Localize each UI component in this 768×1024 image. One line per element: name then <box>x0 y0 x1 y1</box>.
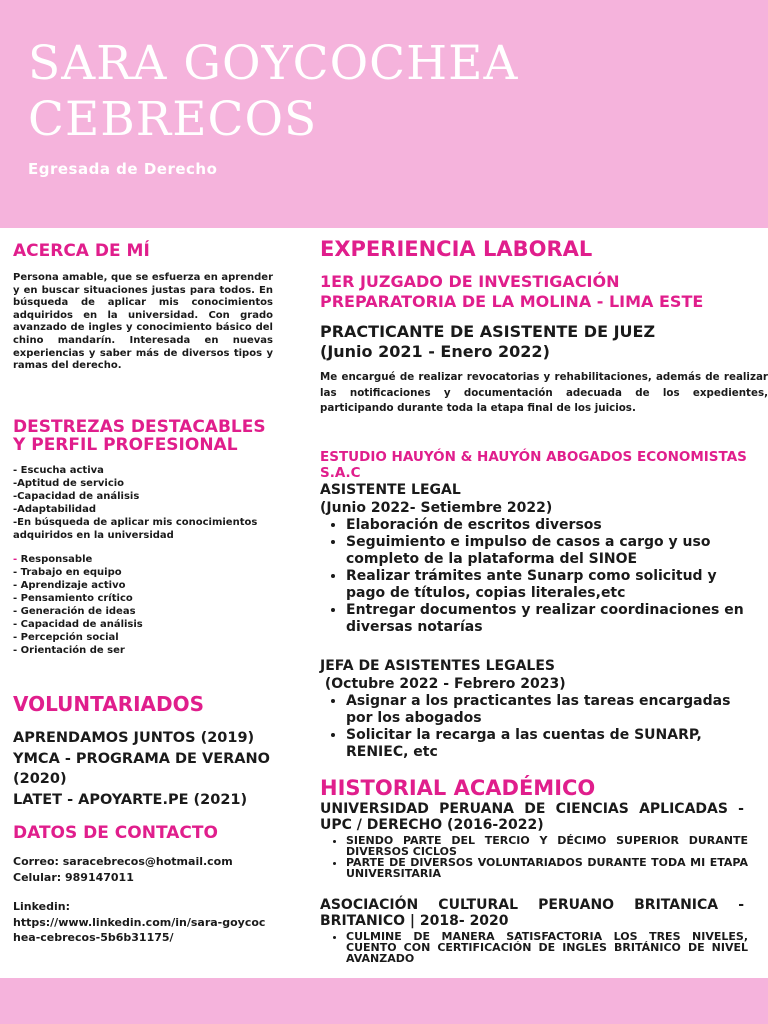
school2-name: ASOCIACIÓN CULTURAL PERUANO BRITANICA - BRITANICO | 2018- 2020 <box>320 897 744 929</box>
education-title: HISTORIAL ACADÉMICO <box>320 776 596 800</box>
skills-title-line-1: DESTREZAS DESTACABLES <box>13 417 266 437</box>
experience-section <box>320 236 768 417</box>
job3-period: (Octubre 2022 - Febrero 2023) <box>320 676 566 692</box>
contact-details <box>13 854 273 946</box>
contact-title: DATOS DE CONTACTO <box>13 823 218 843</box>
skill-item: -Capacidad de análisis <box>13 491 140 502</box>
job2-bullets <box>320 517 760 636</box>
about-section <box>13 240 273 373</box>
skill-item: - Escucha activa <box>13 465 104 476</box>
skill-item: - Orientación de ser <box>13 645 125 656</box>
footer-banner <box>0 978 768 1024</box>
skill-dash: - <box>13 554 18 565</box>
job2-role: ASISTENTE LEGAL <box>320 482 461 498</box>
email-text[interactable]: Correo: saracebrecos@hotmail.com <box>13 855 233 868</box>
job3-bullets <box>320 693 760 761</box>
contact-section <box>13 822 273 946</box>
skills-title <box>13 418 273 454</box>
job2-bullet: • Realizar trámites ante Sunarp como solicitud y pago de títulos, copias literales,etc <box>346 568 760 602</box>
skill-item: -Aptitud de servicio <box>13 478 125 489</box>
job3-bullet: • Asignar a los practicantes las tareas encargadas por los abogados <box>346 693 760 727</box>
volunteering-item: APRENDAMOS JUNTOS (2019) <box>13 730 255 746</box>
job1-company: 1ER JUZGADO DE INVESTIGACIÓN PREPARATORIA DE LA MOLINA - LIMA ESTE <box>320 272 704 311</box>
skill-item <box>13 553 273 566</box>
school1-bullets <box>320 835 748 879</box>
skill-text: Responsable <box>17 554 93 565</box>
skill-item: - Generación de ideas <box>13 606 136 617</box>
school2-bullet: • CULMINE DE MANERA SATISFACTORIA LOS TRES NIVELES, CUENTO CON CERTIFICACIÓN DE INGLES BRITÁNICO DE NIVEL AVANZADO <box>346 931 748 964</box>
job2-bullet: • Seguimiento e impulso de casos a cargo y uso completo de la plataforma del SINOE <box>346 534 760 568</box>
about-text: Persona amable, que se esfuerza en aprender y en buscar situaciones justas para todos. En búsqueda de aplicar mis conocimientos adquiridos en la universidad. Con grado avanzado de ingles y conocimiento básico del chino mandarín. Interesada en nuevas experiencias y saber más de diversos tipos y ramas del derecho. <box>13 272 273 372</box>
candidate-title: Egresada de Derecho <box>28 160 218 178</box>
skill-item: -En búsqueda de aplicar mis conocimientos adquiridos en la universidad <box>13 517 258 541</box>
skill-item: - Percepción social <box>13 632 119 643</box>
school1-bullet: • SIENDO PARTE DEL TERCIO Y DÉCIMO SUPERIOR DURANTE DIVERSOS CICLOS <box>346 835 748 857</box>
job1-role: PRACTICANTE DE ASISTENTE DE JUEZ <box>320 322 656 341</box>
job3-section <box>320 657 760 761</box>
volunteering-item: YMCA - PROGRAMA DE VERANO (2020) <box>13 750 270 787</box>
name-line-1: SARA GOYCOCHEA <box>28 36 519 91</box>
skill-item: - Pensamiento crítico <box>13 593 133 604</box>
skills-title-line-2: Y PERFIL PROFESIONAL <box>13 435 238 455</box>
header-banner <box>0 0 768 228</box>
school1-name: UNIVERSIDAD PERUANA DE CIENCIAS APLICADAS - UPC / DERECHO (2016-2022) <box>320 801 744 833</box>
experience-title: EXPERIENCIA LABORAL <box>320 237 593 261</box>
linkedin-label: Linkedin: <box>13 900 70 913</box>
education-section <box>320 775 760 879</box>
skill-item: - Aprendizaje activo <box>13 580 126 591</box>
skills-group-2 <box>13 553 273 657</box>
job3-role: JEFA DE ASISTENTES LEGALES <box>320 658 555 674</box>
job2-period: (Junio 2022- Setiembre 2022) <box>320 500 553 516</box>
job2-company: ESTUDIO HAUYÓN & HAUYÓN ABOGADOS ECONOMISTAS S.A.C <box>320 449 747 481</box>
skill-item: -Adaptabilidad <box>13 504 96 515</box>
job2-section <box>320 449 760 636</box>
skill-item: - Capacidad de análisis <box>13 619 143 630</box>
linkedin-link[interactable]: https://www.linkedin.com/in/sara-goycochea-cebrecos-5b6b31175/ <box>13 915 266 944</box>
school2-section <box>320 897 760 964</box>
school2-bullets <box>320 931 748 964</box>
volunteering-list <box>13 728 293 810</box>
phone-text: Celular: 989147011 <box>13 870 134 884</box>
about-title: ACERCA DE MÍ <box>13 241 150 261</box>
job1-period: (Junio 2021 - Enero 2022) <box>320 342 550 361</box>
job2-bullet: • Entregar documentos y realizar coordinaciones en diversas notarías <box>346 602 760 636</box>
volunteering-item: LATET - APOYARTE.PE (2021) <box>13 791 248 808</box>
job1-description: Me encargué de realizar revocatorias y rehabilitaciones, además de realizar las notificaciones y documentación adecuada de los expedientes, participando durante toda la etapa final de los juicios. <box>320 371 768 414</box>
job2-bullet: • Elaboración de escritos diversos <box>346 517 760 534</box>
job3-bullet: • Solicitar la recarga a las cuentas de SUNARP, RENIEC, etc <box>346 727 760 761</box>
skills-group-1 <box>13 464 273 542</box>
skill-item: - Trabajo en equipo <box>13 567 122 578</box>
volunteering-section <box>13 692 293 810</box>
candidate-name <box>28 36 518 148</box>
volunteering-title: VOLUNTARIADOS <box>13 692 205 716</box>
skills-section <box>13 418 273 657</box>
name-line-2: CEBRECOS <box>28 92 318 147</box>
school1-bullet: • PARTE DE DIVERSOS VOLUNTARIADOS DURANTE TODA MI ETAPA UNIVERSITARIA <box>346 857 748 879</box>
